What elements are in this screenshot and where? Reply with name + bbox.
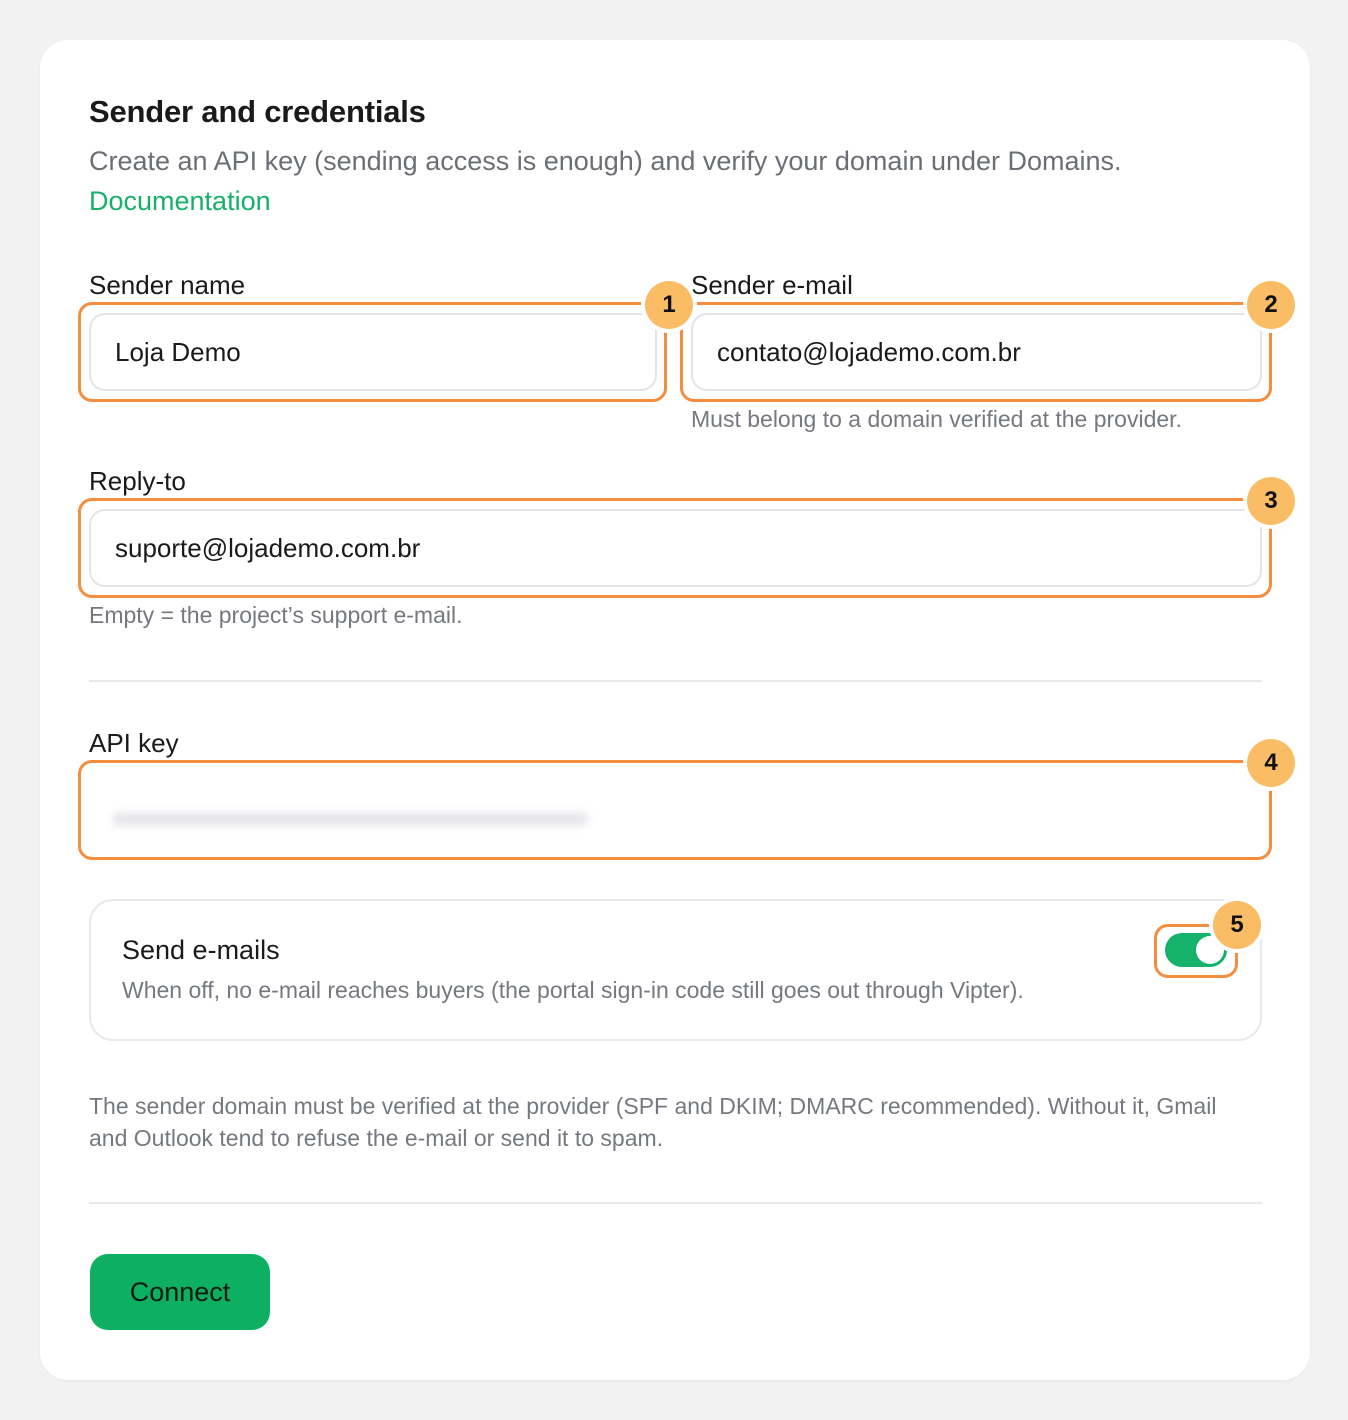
badge-4: 4 bbox=[1247, 739, 1295, 787]
reply-to-label: Reply-to bbox=[89, 466, 186, 496]
badge-5: 5 bbox=[1213, 901, 1261, 949]
section-subtitle: Create an API key (sending access is enough) and verify your domain under Domains. bbox=[89, 146, 1122, 176]
send-emails-title: Send e-mails bbox=[122, 935, 280, 965]
api-key-masked-value bbox=[112, 812, 588, 826]
api-key-input[interactable] bbox=[84, 766, 1265, 854]
sender-email-input[interactable] bbox=[691, 313, 1262, 391]
badge-1: 1 bbox=[645, 281, 693, 329]
footer-divider bbox=[89, 1202, 1262, 1204]
send-emails-card bbox=[89, 899, 1262, 1041]
settings-card bbox=[40, 40, 1310, 1380]
reply-to-input[interactable] bbox=[89, 509, 1262, 587]
badge-2: 2 bbox=[1247, 281, 1295, 329]
section-title: Sender and credentials bbox=[89, 94, 426, 129]
sender-email-hint: Must belong to a domain verified at the provider. bbox=[691, 406, 1182, 432]
send-emails-description: When off, no e-mail reaches buyers (the portal sign-in code still goes out through Vipter). bbox=[122, 977, 1024, 1003]
sender-name-label: Sender name bbox=[89, 270, 246, 300]
reply-to-hint: Empty = the project’s support e-mail. bbox=[89, 602, 463, 628]
api-key-label: API key bbox=[89, 728, 179, 758]
documentation-link[interactable]: Documentation bbox=[89, 186, 271, 216]
badge-3: 3 bbox=[1247, 477, 1295, 525]
domain-verification-note: The sender domain must be verified at the provider (SPF and DKIM; DMARC recommended). Without it, Gmail and Outlook tend to refuse the e-mail or send it to spam. bbox=[89, 1093, 1217, 1151]
sender-name-input[interactable] bbox=[89, 313, 657, 391]
section-divider bbox=[89, 680, 1262, 682]
sender-email-label: Sender e-mail bbox=[691, 270, 853, 300]
connect-button[interactable]: Connect bbox=[90, 1254, 270, 1330]
